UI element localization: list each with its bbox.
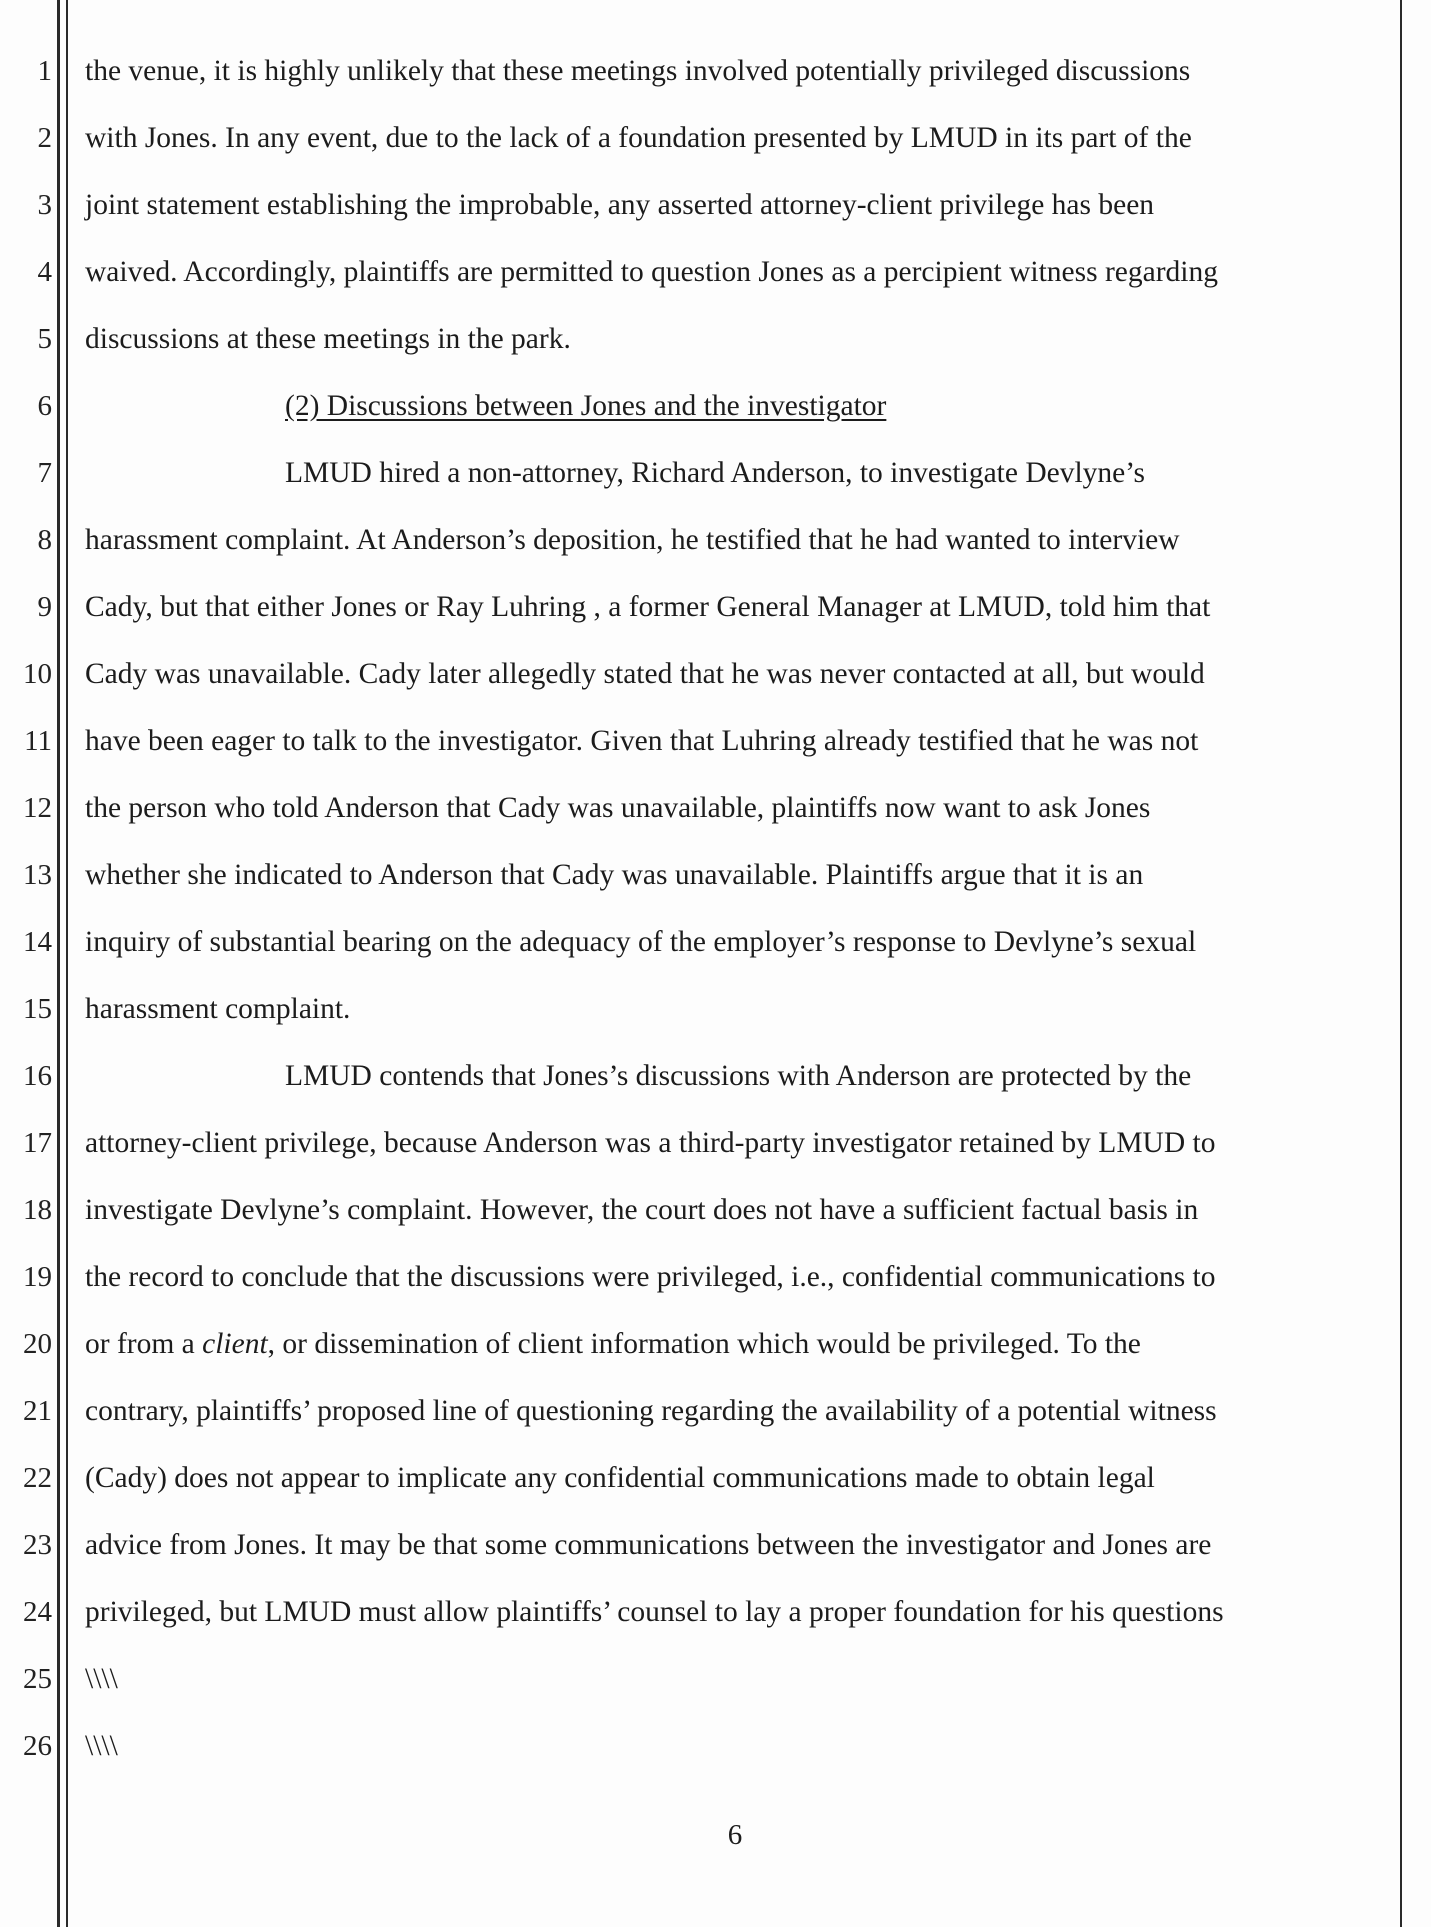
body-text-line: harassment complaint. xyxy=(85,993,351,1025)
body-text-line: discussions at these meetings in the park. xyxy=(85,323,571,355)
continuation-mark: \\\\ xyxy=(85,1663,118,1695)
line-number: 16 xyxy=(23,1060,52,1092)
line-number: 14 xyxy=(23,926,52,958)
line-number: 9 xyxy=(37,591,52,623)
body-text-line: with Jones. In any event, due to the lack of a foundation presented by LMUD in its part of the xyxy=(85,122,1192,154)
line-number: 4 xyxy=(37,256,52,288)
line-number: 17 xyxy=(23,1127,52,1159)
line-number: 1 xyxy=(37,55,52,87)
line-number: 26 xyxy=(23,1730,52,1762)
body-text-line: Cady was unavailable. Cady later allegedly stated that he was never contacted at all, but would xyxy=(85,658,1205,690)
line-number: 13 xyxy=(23,859,52,891)
section-heading: (2) Discussions between Jones and the investigator xyxy=(285,390,887,422)
body-text-line: Cady, but that either Jones or Ray Luhring , a former General Manager at LMUD, told him that xyxy=(85,591,1211,623)
line-number: 24 xyxy=(23,1596,52,1628)
line-number: 3 xyxy=(37,189,52,221)
line-number: 18 xyxy=(23,1194,52,1226)
body-text-line: joint statement establishing the improbable, any asserted attorney-client privilege has been xyxy=(85,189,1155,221)
body-text-line: privileged, but LMUD must allow plaintiffs’ counsel to lay a proper foundation for his questions xyxy=(85,1596,1224,1628)
line-number: 6 xyxy=(37,390,52,422)
body-text-line: contrary, plaintiffs’ proposed line of questioning regarding the availability of a potential witness xyxy=(85,1395,1217,1427)
body-text-line: LMUD hired a non-attorney, Richard Anderson, to investigate Devlyne’s xyxy=(285,457,1145,489)
line-number: 5 xyxy=(37,323,52,355)
body-text-line: the record to conclude that the discussions were privileged, i.e., confidential communications to xyxy=(85,1261,1216,1293)
line-number: 20 xyxy=(23,1328,52,1360)
line-number: 7 xyxy=(37,457,52,489)
body-text-line: whether she indicated to Anderson that Cady was unavailable. Plaintiffs argue that it is an xyxy=(85,859,1144,891)
line-number: 19 xyxy=(23,1261,52,1293)
continuation-mark: \\\\ xyxy=(85,1730,118,1762)
left-margin-rule xyxy=(57,0,60,1927)
line-number: 25 xyxy=(23,1663,52,1695)
line-number: 10 xyxy=(23,658,52,690)
body-text-line: the venue, it is highly unlikely that these meetings involved potentially privileged discussions xyxy=(85,55,1191,87)
body-text-line: attorney-client privilege, because Anderson was a third-party investigator retained by LMUD to xyxy=(85,1127,1216,1159)
page-number: 6 xyxy=(727,1819,743,1851)
line-number: 23 xyxy=(23,1529,52,1561)
body-text-line: have been eager to talk to the investigator. Given that Luhring already testified that he was not xyxy=(85,725,1199,757)
body-text-line: LMUD contends that Jones’s discussions with Anderson are protected by the xyxy=(285,1060,1192,1092)
body-text-line: waived. Accordingly, plaintiffs are permitted to question Jones as a percipient witness regarding xyxy=(85,256,1218,288)
body-text-line: inquiry of substantial bearing on the adequacy of the employer’s response to Devlyne’s sexual xyxy=(85,926,1197,958)
line-number: 21 xyxy=(23,1395,52,1427)
line-number: 22 xyxy=(23,1462,52,1494)
body-text-line: investigate Devlyne’s complaint. However, the court does not have a sufficient factual basis in xyxy=(85,1194,1199,1226)
line-number: 12 xyxy=(23,792,52,824)
line-number: 15 xyxy=(23,993,52,1025)
right-margin-rule xyxy=(1400,0,1402,1927)
body-text-line: advice from Jones. It may be that some communications between the investigator and Jones are xyxy=(85,1529,1212,1561)
body-text-line xyxy=(85,1329,1141,1359)
italic-term: client xyxy=(202,1328,268,1360)
body-text-line: harassment complaint. At Anderson’s deposition, he testified that he had wanted to interview xyxy=(85,524,1180,556)
body-text-line: (Cady) does not appear to implicate any confidential communications made to obtain legal xyxy=(85,1462,1155,1494)
left-margin-rule-inner xyxy=(66,0,68,1927)
line-number: 2 xyxy=(37,122,52,154)
line-number: 11 xyxy=(24,725,52,757)
text-run: , or dissemination of client information which would be privileged. To the xyxy=(267,1328,1141,1360)
body-text-line: the person who told Anderson that Cady was unavailable, plaintiffs now want to ask Jones xyxy=(85,792,1151,824)
text-run: or from a xyxy=(85,1328,203,1360)
line-number: 8 xyxy=(37,524,52,556)
